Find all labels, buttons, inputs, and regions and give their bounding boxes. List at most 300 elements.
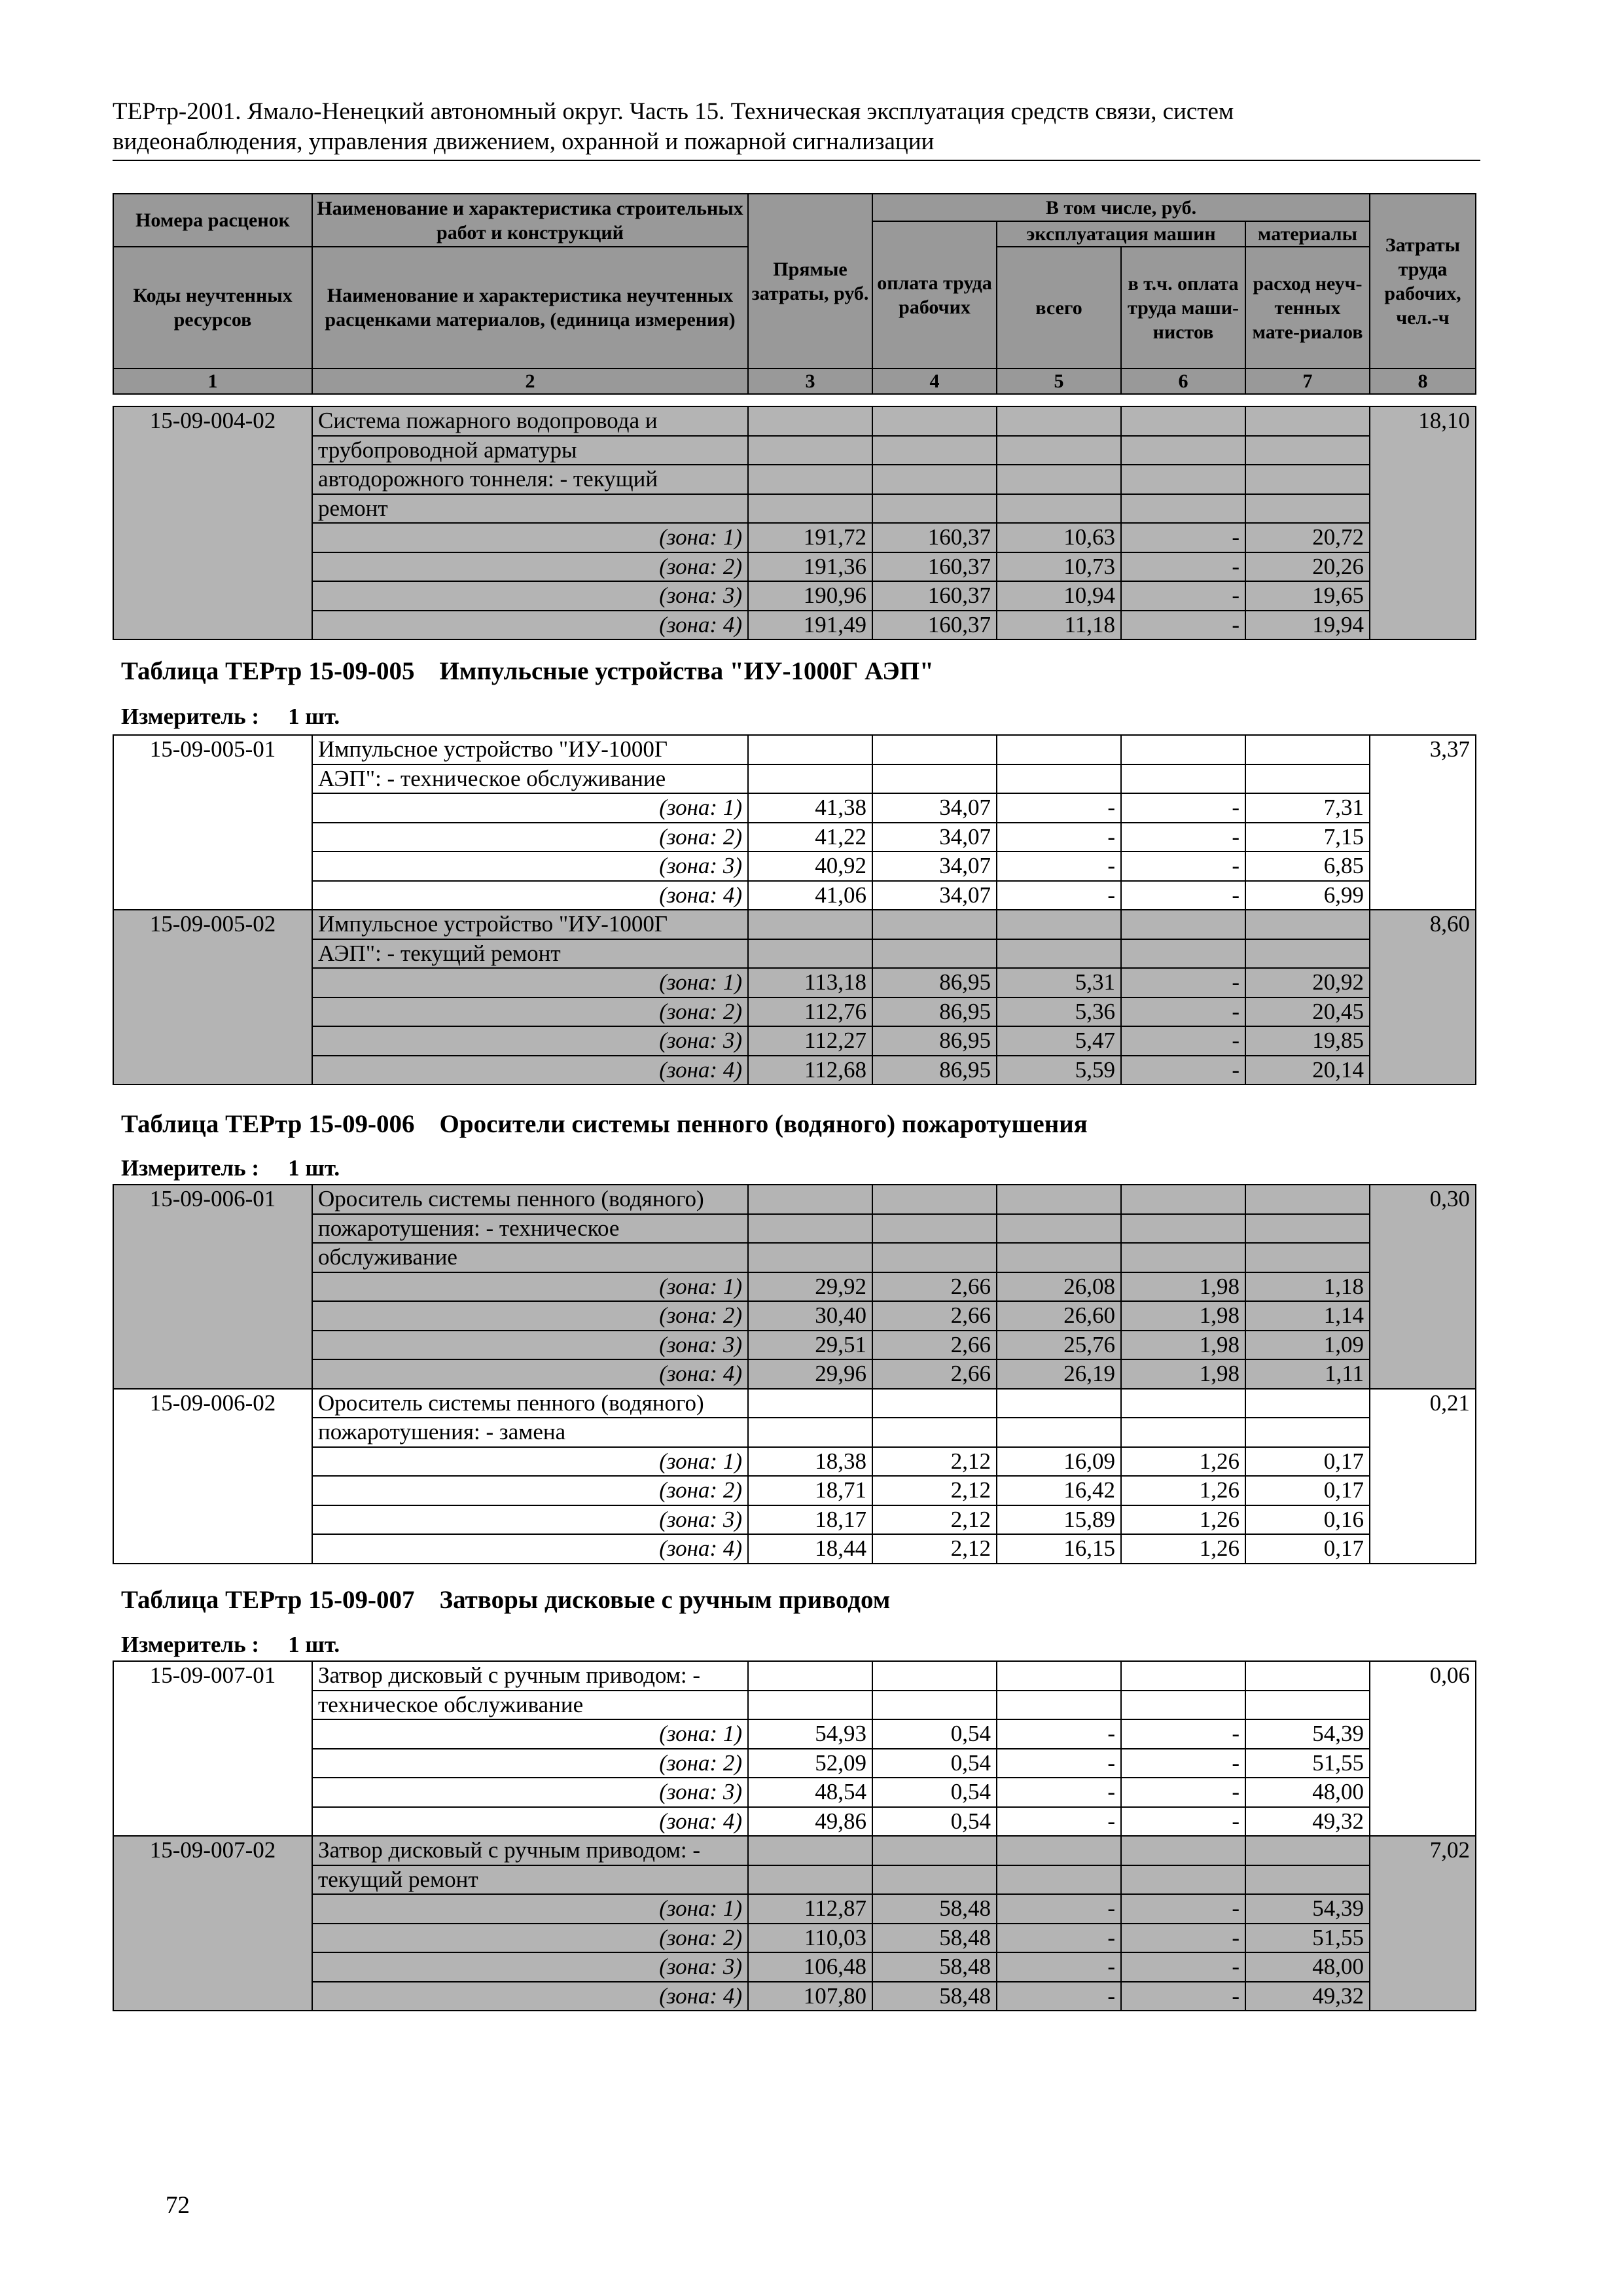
rate-code: 15-09-006-01 — [113, 1185, 312, 1389]
empty-cell — [1121, 1185, 1245, 1214]
machine-cost-total: - — [997, 881, 1121, 910]
worker-wages: 34,07 — [872, 852, 997, 881]
zone-label: (зона: 3) — [312, 1026, 748, 1056]
direct-cost: 112,27 — [748, 1026, 872, 1056]
empty-cell — [1121, 1836, 1245, 1865]
worker-wages: 2,66 — [872, 1272, 997, 1302]
worker-wages: 34,07 — [872, 823, 997, 852]
empty-cell — [748, 1661, 872, 1691]
materials-cost: 20,72 — [1245, 523, 1370, 552]
empty-cell — [1121, 939, 1245, 969]
materials-cost: 20,45 — [1245, 997, 1370, 1027]
empty-cell — [872, 764, 997, 794]
direct-cost: 18,71 — [748, 1476, 872, 1505]
worker-wages: 160,37 — [872, 523, 997, 552]
empty-cell — [872, 1865, 997, 1895]
materials-group-header: материалы — [1245, 221, 1370, 247]
table-row — [113, 1982, 1476, 2011]
worker-wages: 58,48 — [872, 1952, 997, 1982]
machine-cost-total: - — [997, 1719, 1121, 1749]
materials-cost: 0,17 — [1245, 1476, 1370, 1505]
measure-unit — [121, 704, 340, 730]
work-description-line: Затвор дисковый с ручным приводом: - — [312, 1836, 748, 1865]
header-line-2: видеонаблюдения, управления движением, охранной и пожарной сигнализации — [113, 128, 935, 155]
empty-cell — [997, 764, 1121, 794]
machinist-wages: 1,98 — [1121, 1331, 1245, 1360]
machine-cost-total: - — [997, 1924, 1121, 1953]
empty-cell — [748, 1691, 872, 1720]
zone-label: (зона: 3) — [312, 1505, 748, 1535]
empty-cell — [872, 1836, 997, 1865]
zone-label: (зона: 3) — [312, 1331, 748, 1360]
empty-cell — [748, 764, 872, 794]
zone-label: (зона: 2) — [312, 1301, 748, 1331]
direct-cost: 41,22 — [748, 823, 872, 852]
labor-hours: 8,60 — [1370, 910, 1476, 1085]
worker-wages: 160,37 — [872, 611, 997, 640]
direct-cost: 18,38 — [748, 1447, 872, 1477]
labor-hours: 0,30 — [1370, 1185, 1476, 1389]
materials-cost: 6,85 — [1245, 852, 1370, 881]
machine-cost-total: 15,89 — [997, 1505, 1121, 1535]
machinist-wages: - — [1121, 1982, 1245, 2011]
materials-cost: 1,11 — [1245, 1359, 1370, 1389]
table-row — [113, 823, 1476, 852]
machinist-wages: - — [1121, 1807, 1245, 1837]
empty-cell — [997, 1389, 1121, 1418]
machinist-wages: 1,26 — [1121, 1534, 1245, 1564]
worker-wages: 86,95 — [872, 1056, 997, 1085]
empty-cell — [1245, 406, 1370, 436]
machine-cost-total: 26,60 — [997, 1301, 1121, 1331]
materials-cost: 19,65 — [1245, 581, 1370, 611]
table-row — [113, 968, 1476, 997]
header-line-1: ТЕРтр-2001. Ямало-Ненецкий автономный округ. Часть 15. Техническая эксплуатация средств связи, систем — [113, 98, 1234, 125]
empty-cell — [997, 939, 1121, 969]
materials-cost: 7,15 — [1245, 823, 1370, 852]
unit-label: Измеритель : — [121, 1632, 260, 1657]
table-row — [113, 1952, 1476, 1982]
table-row — [113, 1534, 1476, 1564]
page-number: 72 — [166, 2192, 190, 2219]
direct-cost: 41,38 — [748, 793, 872, 823]
machinist-wages: 1,98 — [1121, 1301, 1245, 1331]
labor-hours: 3,37 — [1370, 735, 1476, 910]
table-row — [113, 1418, 1476, 1447]
machine-cost-total: 26,08 — [997, 1272, 1121, 1302]
empty-cell — [872, 465, 997, 494]
table-row — [113, 1359, 1476, 1389]
empty-cell — [997, 1243, 1121, 1272]
col3-header: Прямые затраты, руб. — [748, 194, 872, 368]
materials-cost: 0,17 — [1245, 1447, 1370, 1477]
machine-cost-total: 5,59 — [997, 1056, 1121, 1085]
empty-cell — [872, 1389, 997, 1418]
materials-cost: 54,39 — [1245, 1719, 1370, 1749]
rate-code: 15-09-005-02 — [113, 910, 312, 1085]
unit-label: Измеритель : — [121, 704, 260, 729]
zone-label: (зона: 2) — [312, 997, 748, 1027]
work-description-line: трубопроводной арматуры — [312, 436, 748, 465]
worker-wages: 58,48 — [872, 1924, 997, 1953]
empty-cell — [748, 406, 872, 436]
table-row — [113, 552, 1476, 582]
zone-label: (зона: 2) — [312, 1476, 748, 1505]
materials-cost: 51,55 — [1245, 1924, 1370, 1953]
empty-cell — [1245, 939, 1370, 969]
empty-cell — [872, 436, 997, 465]
materials-cost: 1,09 — [1245, 1331, 1370, 1360]
direct-cost: 191,49 — [748, 611, 872, 640]
machine-cost-total: 10,63 — [997, 523, 1121, 552]
table-code: Таблица ТЕРтр 15-09-005 — [121, 657, 415, 685]
table-row — [113, 1778, 1476, 1807]
column-header-table — [113, 193, 1476, 395]
machinist-wages: - — [1121, 1026, 1245, 1056]
worker-wages: 58,48 — [872, 1982, 997, 2011]
empty-cell — [748, 1185, 872, 1214]
machine-cost-total: 16,09 — [997, 1447, 1121, 1477]
section-title — [121, 1109, 1088, 1139]
machinist-wages: 1,98 — [1121, 1272, 1245, 1302]
rate-code: 15-09-007-02 — [113, 1836, 312, 2011]
table-row — [113, 1661, 1476, 1691]
zone-label: (зона: 2) — [312, 1749, 748, 1778]
rate-code: 15-09-006-02 — [113, 1389, 312, 1564]
col2-bottom-header: Наименование и характеристика неучтенных расценками материалов, (единица измерения) — [312, 247, 748, 368]
table-row — [113, 406, 1476, 436]
zone-label: (зона: 2) — [312, 1924, 748, 1953]
work-description-line: АЭП": - текущий ремонт — [312, 939, 748, 969]
work-description-line: Импульсное устройство "ИУ-1000Г — [312, 910, 748, 939]
table-row — [113, 465, 1476, 494]
empty-cell — [872, 1243, 997, 1272]
direct-cost: 52,09 — [748, 1749, 872, 1778]
machinist-wages: - — [1121, 523, 1245, 552]
direct-cost: 49,86 — [748, 1807, 872, 1837]
table-row — [113, 1476, 1476, 1505]
empty-cell — [1121, 494, 1245, 524]
work-description-line: Затвор дисковый с ручным приводом: - — [312, 1661, 748, 1691]
zone-label: (зона: 1) — [312, 793, 748, 823]
work-description-line: Ороситель системы пенного (водяного) — [312, 1185, 748, 1214]
machine-cost-total: - — [997, 1807, 1121, 1837]
column-numbers-row — [113, 368, 1476, 394]
empty-cell — [997, 494, 1121, 524]
worker-wages: 58,48 — [872, 1894, 997, 1924]
empty-cell — [1121, 1214, 1245, 1244]
empty-cell — [997, 1836, 1121, 1865]
col2-top-header: Наименование и характеристика строительных работ и конструкций — [312, 194, 748, 247]
direct-cost: 191,72 — [748, 523, 872, 552]
column-number: 6 — [1121, 368, 1245, 394]
table-row — [113, 852, 1476, 881]
direct-cost: 29,96 — [748, 1359, 872, 1389]
table-row — [113, 735, 1476, 764]
empty-cell — [1245, 1865, 1370, 1895]
machine-cost-total: - — [997, 1778, 1121, 1807]
materials-cost: 48,00 — [1245, 1952, 1370, 1982]
column-number: 3 — [748, 368, 872, 394]
table-row — [113, 1026, 1476, 1056]
empty-cell — [1245, 1691, 1370, 1720]
machinist-wages: - — [1121, 1952, 1245, 1982]
column-number: 8 — [1370, 368, 1476, 394]
worker-wages: 0,54 — [872, 1719, 997, 1749]
empty-cell — [997, 910, 1121, 939]
table-name: Импульсные устройства "ИУ-1000Г АЭП" — [439, 657, 934, 685]
machine-cost-total: 10,73 — [997, 552, 1121, 582]
empty-cell — [872, 494, 997, 524]
work-description-line: обслуживание — [312, 1243, 748, 1272]
direct-cost: 112,87 — [748, 1894, 872, 1924]
machine-cost-total: 5,36 — [997, 997, 1121, 1027]
machinist-wages: 1,98 — [1121, 1359, 1245, 1389]
table-row — [113, 1056, 1476, 1085]
table-row — [113, 793, 1476, 823]
direct-cost: 40,92 — [748, 852, 872, 881]
zone-label: (зона: 1) — [312, 1894, 748, 1924]
table-row — [113, 1691, 1476, 1720]
worker-wages: 2,66 — [872, 1301, 997, 1331]
zone-label: (зона: 4) — [312, 1807, 748, 1837]
empty-cell — [748, 1418, 872, 1447]
rate-code: 15-09-004-02 — [113, 406, 312, 639]
machine-cost-total: 16,42 — [997, 1476, 1121, 1505]
direct-cost: 110,03 — [748, 1924, 872, 1953]
table-row — [113, 1331, 1476, 1360]
empty-cell — [872, 1418, 997, 1447]
worker-wages: 2,66 — [872, 1331, 997, 1360]
empty-cell — [1245, 494, 1370, 524]
rate-code: 15-09-007-01 — [113, 1661, 312, 1836]
work-description-line: ремонт — [312, 494, 748, 524]
materials-cost: 49,32 — [1245, 1807, 1370, 1837]
table-row — [113, 611, 1476, 640]
zone-label: (зона: 3) — [312, 852, 748, 881]
machinist-wages: - — [1121, 997, 1245, 1027]
table-code: Таблица ТЕРтр 15-09-006 — [121, 1110, 415, 1138]
direct-cost: 190,96 — [748, 581, 872, 611]
empty-cell — [748, 436, 872, 465]
empty-cell — [997, 465, 1121, 494]
empty-cell — [1245, 1418, 1370, 1447]
materials-cost: 19,85 — [1245, 1026, 1370, 1056]
measure-unit — [121, 1155, 340, 1181]
work-description-line: пожаротушения: - замена — [312, 1418, 748, 1447]
column-number: 2 — [312, 368, 748, 394]
table-row — [113, 997, 1476, 1027]
machine-cost-total: - — [997, 1749, 1121, 1778]
work-description-line: текущий ремонт — [312, 1865, 748, 1895]
unit-label: Измеритель : — [121, 1155, 260, 1181]
zone-label: (зона: 4) — [312, 1056, 748, 1085]
work-description-line: АЭП": - техническое обслуживание — [312, 764, 748, 794]
measure-unit — [121, 1632, 340, 1658]
table-row — [113, 1749, 1476, 1778]
empty-cell — [748, 1389, 872, 1418]
work-description-line: техническое обслуживание — [312, 1691, 748, 1720]
rates-table — [113, 406, 1476, 640]
machinist-wages: - — [1121, 1719, 1245, 1749]
page-header — [113, 97, 1480, 161]
table-row — [113, 1865, 1476, 1895]
table-name: Оросители системы пенного (водяного) пожаротушения — [439, 1110, 1088, 1138]
direct-cost: 112,76 — [748, 997, 872, 1027]
machinist-wages: 1,26 — [1121, 1505, 1245, 1535]
empty-cell — [1121, 1418, 1245, 1447]
zone-label: (зона: 4) — [312, 611, 748, 640]
materials-cost: 20,92 — [1245, 968, 1370, 997]
table-row — [113, 1836, 1476, 1865]
rates-table — [113, 734, 1476, 1085]
empty-cell — [997, 1418, 1121, 1447]
unit-value: 1 шт. — [288, 1632, 340, 1657]
empty-cell — [1121, 1389, 1245, 1418]
empty-cell — [1121, 1691, 1245, 1720]
rates-table — [113, 1660, 1476, 2011]
materials-cost: 1,14 — [1245, 1301, 1370, 1331]
machinist-wages: - — [1121, 793, 1245, 823]
table-row — [113, 1719, 1476, 1749]
table-row — [113, 910, 1476, 939]
zone-label: (зона: 3) — [312, 1952, 748, 1982]
work-description-line: автодорожного тоннеля: - текущий — [312, 465, 748, 494]
col6-header: в т.ч. оплата труда маши-нистов — [1121, 247, 1245, 368]
worker-wages: 2,12 — [872, 1476, 997, 1505]
machine-cost-total: - — [997, 1894, 1121, 1924]
direct-cost: 48,54 — [748, 1778, 872, 1807]
table-code: Таблица ТЕРтр 15-09-007 — [121, 1586, 415, 1614]
materials-cost: 20,14 — [1245, 1056, 1370, 1085]
empty-cell — [997, 1661, 1121, 1691]
direct-cost: 18,17 — [748, 1505, 872, 1535]
col5-header: всего — [997, 247, 1121, 368]
materials-cost: 48,00 — [1245, 1778, 1370, 1807]
worker-wages: 86,95 — [872, 968, 997, 997]
work-description-line: Импульсное устройство "ИУ-1000Г — [312, 735, 748, 764]
direct-cost: 18,44 — [748, 1534, 872, 1564]
direct-cost: 191,36 — [748, 552, 872, 582]
empty-cell — [872, 1185, 997, 1214]
machine-cost-total: - — [997, 1982, 1121, 2011]
empty-cell — [1121, 406, 1245, 436]
empty-cell — [1121, 735, 1245, 764]
col1-top-header: Номера расценок — [113, 194, 312, 247]
direct-cost: 54,93 — [748, 1719, 872, 1749]
table-row — [113, 764, 1476, 794]
worker-wages: 0,54 — [872, 1749, 997, 1778]
machinist-wages: - — [1121, 611, 1245, 640]
empty-cell — [748, 1865, 872, 1895]
empty-cell — [748, 939, 872, 969]
empty-cell — [1121, 436, 1245, 465]
worker-wages: 86,95 — [872, 1026, 997, 1056]
empty-cell — [1245, 764, 1370, 794]
zone-label: (зона: 3) — [312, 1778, 748, 1807]
materials-cost: 6,99 — [1245, 881, 1370, 910]
table-row — [113, 881, 1476, 910]
unit-value: 1 шт. — [288, 704, 340, 729]
empty-cell — [1121, 1865, 1245, 1895]
empty-cell — [1121, 465, 1245, 494]
col4-header: оплата труда рабочих — [872, 221, 997, 368]
empty-cell — [1121, 910, 1245, 939]
machine-cost-total: 5,31 — [997, 968, 1121, 997]
table-row — [113, 1243, 1476, 1272]
direct-cost: 106,48 — [748, 1952, 872, 1982]
breakdown-group-header: В том числе, руб. — [872, 194, 1370, 221]
materials-cost: 49,32 — [1245, 1982, 1370, 2011]
unit-value: 1 шт. — [288, 1155, 340, 1181]
worker-wages: 2,12 — [872, 1447, 997, 1477]
column-number: 4 — [872, 368, 997, 394]
empty-cell — [1245, 465, 1370, 494]
direct-cost: 29,92 — [748, 1272, 872, 1302]
empty-cell — [872, 910, 997, 939]
direct-cost: 107,80 — [748, 1982, 872, 2011]
empty-cell — [997, 1865, 1121, 1895]
table-row — [113, 1447, 1476, 1477]
empty-cell — [997, 406, 1121, 436]
machinist-wages: - — [1121, 581, 1245, 611]
zone-label: (зона: 2) — [312, 552, 748, 582]
empty-cell — [1121, 1661, 1245, 1691]
machinist-wages: - — [1121, 823, 1245, 852]
section-title — [121, 656, 934, 686]
work-description-line: Система пожарного водопровода и — [312, 406, 748, 436]
machine-cost-total: - — [997, 852, 1121, 881]
column-number: 7 — [1245, 368, 1370, 394]
empty-cell — [872, 1214, 997, 1244]
worker-wages: 34,07 — [872, 793, 997, 823]
empty-cell — [872, 735, 997, 764]
materials-cost: 7,31 — [1245, 793, 1370, 823]
empty-cell — [1245, 1185, 1370, 1214]
materials-cost: 20,26 — [1245, 552, 1370, 582]
machine-cost-total: 11,18 — [997, 611, 1121, 640]
empty-cell — [997, 735, 1121, 764]
empty-cell — [1245, 436, 1370, 465]
worker-wages: 2,12 — [872, 1505, 997, 1535]
section-title — [121, 1585, 890, 1615]
materials-cost: 0,17 — [1245, 1534, 1370, 1564]
table-row — [113, 1505, 1476, 1535]
machinist-wages: - — [1121, 1924, 1245, 1953]
table-row — [113, 939, 1476, 969]
machine-cost-total: 10,94 — [997, 581, 1121, 611]
empty-cell — [1245, 910, 1370, 939]
zone-label: (зона: 4) — [312, 1359, 748, 1389]
col7-header: расход неуч-тенных мате-риалов — [1245, 247, 1370, 368]
materials-cost: 51,55 — [1245, 1749, 1370, 1778]
zone-label: (зона: 1) — [312, 968, 748, 997]
worker-wages: 34,07 — [872, 881, 997, 910]
empty-cell — [748, 494, 872, 524]
empty-cell — [872, 1661, 997, 1691]
machinist-wages: - — [1121, 881, 1245, 910]
direct-cost: 41,06 — [748, 881, 872, 910]
machines-group-header: эксплуатация машин — [997, 221, 1245, 247]
empty-cell — [748, 465, 872, 494]
worker-wages: 160,37 — [872, 581, 997, 611]
materials-cost: 54,39 — [1245, 1894, 1370, 1924]
materials-cost: 1,18 — [1245, 1272, 1370, 1302]
zone-label: (зона: 3) — [312, 581, 748, 611]
table-row — [113, 1301, 1476, 1331]
zone-label: (зона: 4) — [312, 1982, 748, 2011]
table-row — [113, 1894, 1476, 1924]
